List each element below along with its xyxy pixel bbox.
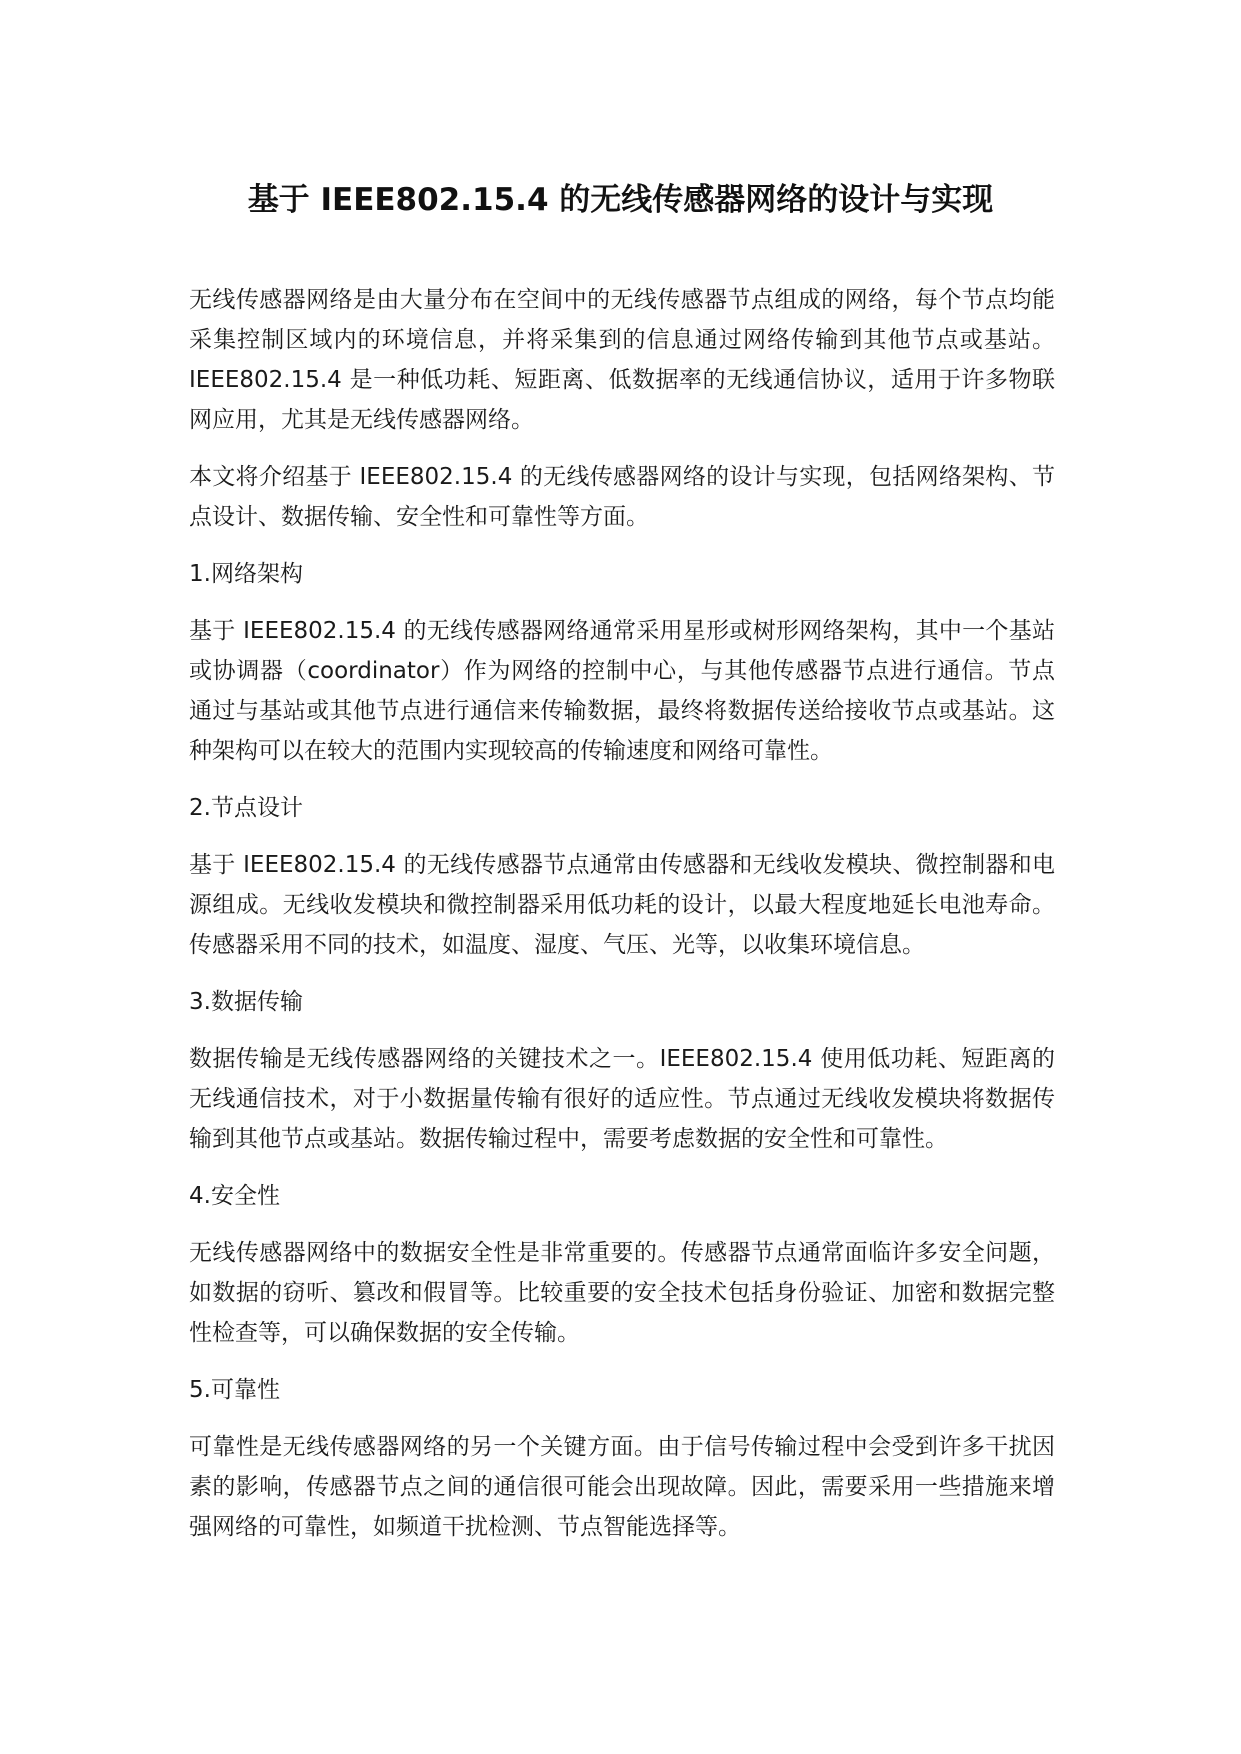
document-title: 基于 IEEE802.15.4 的无线传感器网络的设计与实现 [247,182,994,218]
paragraph-security: 无线传感器网络中的数据安全性是非常重要的。传感器节点通常面临许多安全问题，如数据的窃听、篡改和假冒等。比较重要的安全技术包括身份验证、加密和数据完整性检查等，可以确保数据的安全传输。 [189,1240,1055,1346]
paragraph-intro: 无线传感器网络是由大量分布在空间中的无线传感器节点组成的网络，每个节点均能采集控制区域内的环境信息，并将采集到的信息通过网络传输到其他节点或基站。IEEE802.15.4 是一种低功耗、短距离、低数据率的无线通信协议，适用于许多物联网应用，尤其是无线传感器网络。 [189,287,1055,433]
section-heading-data-transmission: 3.数据传输 [189,989,303,1015]
document-body [189,280,1055,1564]
section-heading-security: 4.安全性 [189,1183,280,1209]
paragraph-data-transmission: 数据传输是无线传感器网络的关键技术之一。IEEE802.15.4 使用低功耗、短距离的无线通信技术，对于小数据量传输有很好的适应性。节点通过无线收发模块将数据传输到其他节点或基站。数据传输过程中，需要考虑数据的安全性和可靠性。 [189,1046,1055,1152]
section-heading-node-design: 2.节点设计 [189,795,303,821]
section-heading-network-architecture: 1.网络架构 [189,561,303,587]
paragraph-overview: 本文将介绍基于 IEEE802.15.4 的无线传感器网络的设计与实现，包括网络架构、节点设计、数据传输、安全性和可靠性等方面。 [189,464,1055,530]
paragraph-reliability: 可靠性是无线传感器网络的另一个关键方面。由于信号传输过程中会受到许多干扰因素的影响，传感器节点之间的通信很可能会出现故障。因此，需要采用一些措施来增强网络的可靠性，如频道干扰检测、节点智能选择等。 [189,1434,1055,1540]
paragraph-network-architecture: 基于 IEEE802.15.4 的无线传感器网络通常采用星形或树形网络架构，其中一个基站或协调器（coordinator）作为网络的控制中心，与其他传感器节点进行通信。节点通过与基站或其他节点进行通信来传输数据，最终将数据传送给接收节点或基站。这种架构可以在较大的范围内实现较高的传输速度和网络可靠性。 [189,618,1055,764]
paragraph-node-design: 基于 IEEE802.15.4 的无线传感器节点通常由传感器和无线收发模块、微控制器和电源组成。无线收发模块和微控制器采用低功耗的设计，以最大程度地延长电池寿命。传感器采用不同的技术，如温度、湿度、气压、光等，以收集环境信息。 [189,852,1055,958]
section-heading-reliability: 5.可靠性 [189,1377,280,1403]
